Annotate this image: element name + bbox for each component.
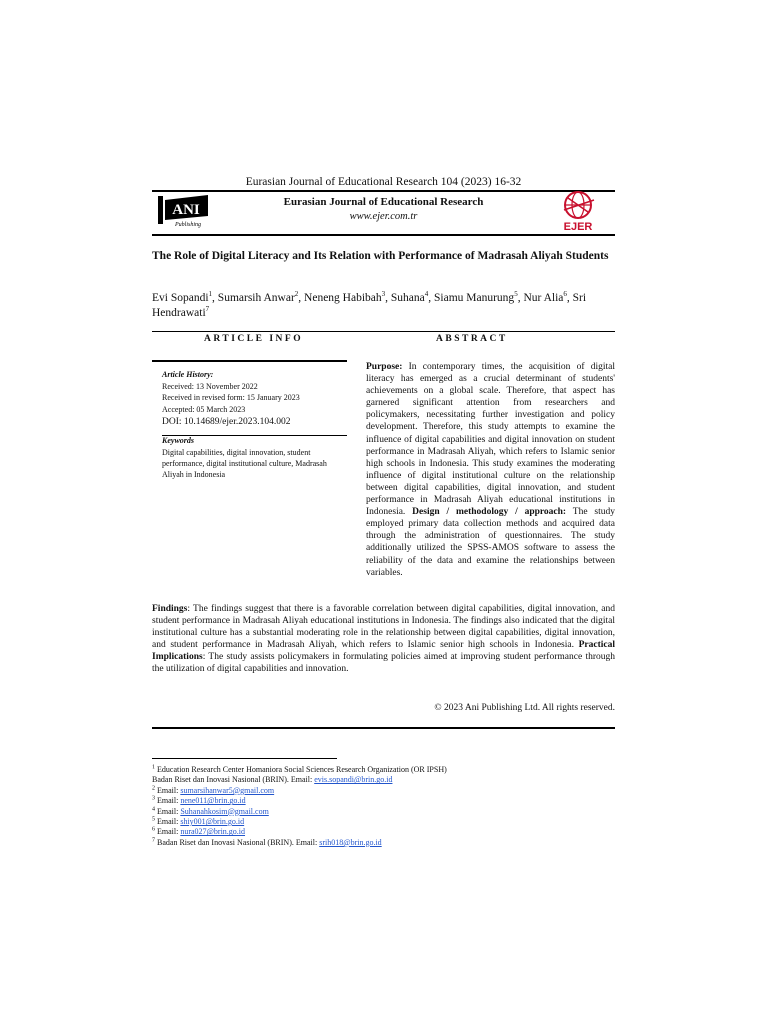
accepted-date: Accepted: 05 March 2023 bbox=[162, 404, 246, 414]
journal-name: Eurasian Journal of Educational Research bbox=[283, 196, 484, 208]
ani-logo-script: Publishing bbox=[174, 222, 202, 228]
author: Nur Alia$^6$, bbox=[523, 290, 573, 304]
keywords-box bbox=[162, 435, 342, 481]
footnote: $^3$ Email: nene011@brin.go.id bbox=[152, 795, 246, 806]
article-info-heading: ARTICLE INFO bbox=[204, 334, 304, 344]
info-top-rule bbox=[152, 360, 347, 362]
footnote: $^4$ Email: Suhanahkosim@gmail.com bbox=[152, 805, 269, 816]
paper-page bbox=[152, 0, 615, 1024]
header-top-rule bbox=[152, 190, 615, 192]
author-list bbox=[152, 291, 615, 321]
received-date: Received: 13 November 2022 bbox=[162, 381, 258, 391]
design-text: The study employed primary data collection methods and acquired data through the administration of questionnaires. The study additionally utilized the SPSS-AMOS software to assess the reliability of the data and examine the relationships between variables. bbox=[366, 507, 615, 578]
footnote: $^6$ Email: nura027@brin.go.id bbox=[152, 826, 246, 837]
author: Suhana$^4$, bbox=[390, 290, 434, 304]
author: Sumarsih Anwar$^2$, bbox=[217, 290, 305, 304]
design-label: Design / methodology / approach: bbox=[412, 507, 567, 518]
footnotes bbox=[152, 765, 615, 848]
implications-label: Practical Implications bbox=[152, 640, 615, 663]
journal-url[interactable]: www.ejer.com.tr bbox=[349, 211, 418, 222]
email-link[interactable]: nene011@brin.go.id bbox=[180, 796, 246, 806]
email-link[interactable]: Suhanahkosim@gmail.com bbox=[180, 806, 269, 816]
findings-label: Findings bbox=[152, 604, 188, 614]
email-link[interactable]: evis.sopandi@brin.go.id bbox=[314, 775, 393, 785]
purpose-label: Purpose: bbox=[366, 362, 403, 372]
running-head: Eurasian Journal of Educational Research 104 (2023) 16-32 bbox=[245, 176, 522, 188]
article-title: The Role of Digital Literacy and Its Relation with Performance of Madrasah Aliyah Students bbox=[152, 250, 609, 262]
email-link[interactable]: srih018@brin.go.id bbox=[319, 837, 382, 847]
footnote: $^1$ Education Research Center Homaniora Social Sciences Research Organization (OR IPSH) bbox=[152, 764, 447, 774]
author: Evi Sopandi$^1$, bbox=[152, 290, 218, 304]
keywords-label: Keywords bbox=[162, 436, 194, 445]
abstract-continued bbox=[152, 603, 615, 676]
purpose-text: In contemporary times, the acquisition of digital literacy has emerged as a crucial determinant of students' achievements on a global scale. Therefore, that aspect has garnered significant attention from researchers and policymakers, necessitating further investigation and policy development. Therefore, this study attempts to examine the influence of digital capabilities and digital innovation on student performance in Madrasah Aliyah, which refers to Islamic senior high schools in Indonesia. This study examines the moderating influence of digital institutional culture on the relationship between digital capabilities, digital innovation, and student performance in Madrasah Aliyah educational institutions in Indonesia. bbox=[366, 362, 615, 518]
ejer-logo-text: EJER bbox=[563, 221, 593, 232]
footnote: $^2$ Email: sumarsihanwar5@gmail.com bbox=[152, 785, 275, 795]
author: Sri Hendrawati$^7$ bbox=[152, 292, 587, 319]
revised-date: Received in revised form: 15 January 2023 bbox=[162, 393, 300, 403]
findings-text: : The findings suggest that there is a favorable correlation between digital capabilities, digital innovation, and student performance in Madrasah Aliyah educational institutions in Indonesia. The findings also indicated that the digital institutional culture has a substantial moderating role in the relationship between digital capabilities, digital innovation, and student performance in Madrasah Aliyah, which refers to Islamic senior high schools in Indonesia. bbox=[152, 604, 615, 651]
keywords-text: Digital capabilities, digital innovation, student performance, digital institutional culture, Madrasah Aliyah in Indonesia bbox=[162, 447, 327, 480]
doi[interactable]: DOI: 10.14689/ejer.2023.104.002 bbox=[162, 417, 291, 428]
header-bottom-rule bbox=[152, 234, 615, 236]
footnote: $^5$ Email: shiy001@brin.go.id bbox=[152, 816, 245, 827]
copyright-notice: © 2023 Ani Publishing Ltd. All rights reserved. bbox=[434, 703, 615, 713]
article-info-box bbox=[162, 369, 342, 428]
abstract-column bbox=[366, 361, 615, 579]
ani-logo-text: ANI bbox=[172, 202, 200, 218]
email-link[interactable]: shiy001@brin.go.id bbox=[180, 817, 245, 827]
email-link[interactable]: nura027@brin.go.id bbox=[180, 827, 246, 837]
section-top-rule bbox=[152, 331, 615, 332]
footnote-separator bbox=[152, 758, 337, 759]
email-link[interactable]: sumarsihanwar5@gmail.com bbox=[180, 785, 275, 795]
implications-text: : The study assists policymakers in formulating policies aimed at improving student performance through the utilization of digital capabilities and innovation. bbox=[152, 652, 615, 675]
ejer-logo bbox=[550, 190, 606, 232]
abstract-heading: ABSTRACT bbox=[436, 334, 508, 344]
abstract-bottom-rule bbox=[152, 727, 615, 729]
footnote: $^7$ Badan Riset dan Inovasi Nasional (BRIN). Email: srih018@brin.go.id bbox=[152, 837, 382, 847]
author: Neneng Habibah$^3$, bbox=[304, 290, 391, 304]
footnote: Badan Riset dan Inovasi Nasional (BRIN). Email: evis.sopandi@brin.go.id bbox=[152, 775, 393, 785]
history-label: Article History: bbox=[162, 370, 214, 379]
author: Siamu Manurung$^5$, bbox=[434, 290, 524, 304]
